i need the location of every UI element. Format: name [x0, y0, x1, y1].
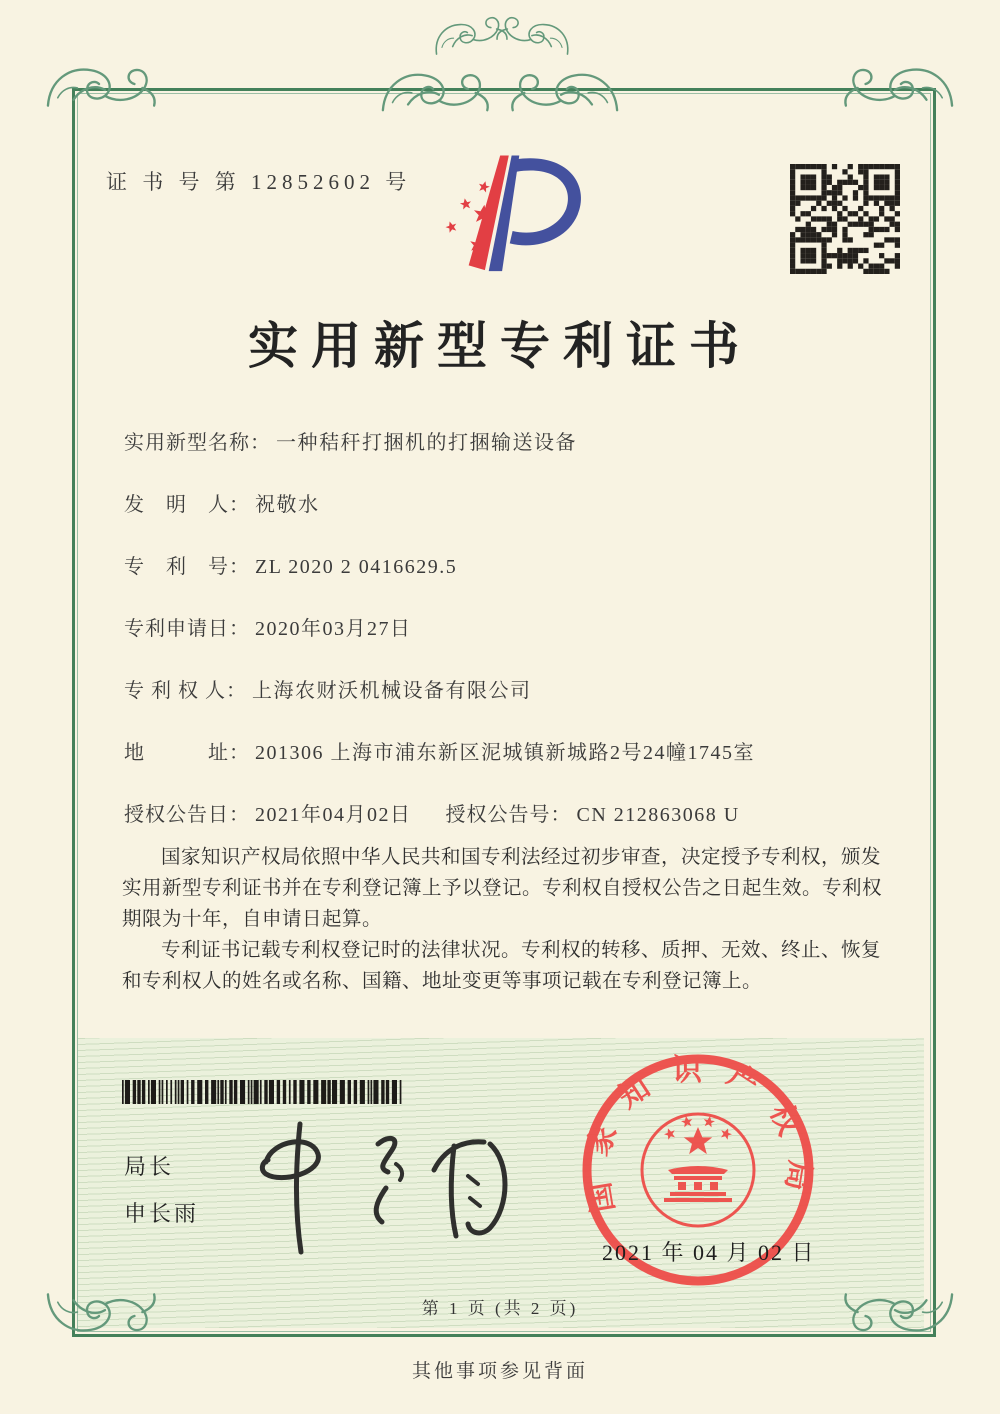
- grant-date-value: 2021年04月02日: [255, 804, 412, 826]
- legal-text: [122, 842, 888, 997]
- director-block: [124, 1150, 199, 1244]
- qr-code: [790, 164, 900, 274]
- field-address: [124, 740, 894, 802]
- field-inventor: [124, 492, 894, 554]
- seal-text: 国家知识产权局: [579, 1054, 817, 1215]
- director-signature: [238, 1110, 538, 1260]
- field-utility-model-name: [124, 430, 894, 492]
- field-label: 地 址：: [124, 742, 250, 764]
- field-value: 2020年03月27日: [255, 618, 412, 640]
- field-value: ZL 2020 2 0416629.5: [255, 556, 458, 578]
- field-value: 一种秸秆打捆机的打捆输送设备: [276, 432, 577, 454]
- field-value: 201306 上海市浦东新区泥城镇新城路2号24幢1745室: [255, 742, 755, 764]
- footer-note: 其他事项参见背面: [411, 1361, 588, 1382]
- barcode: [120, 1080, 405, 1104]
- grant-number-label: 授权公告号：: [445, 804, 572, 826]
- field-filing-date: [124, 616, 894, 678]
- field-patent-number: [124, 554, 894, 616]
- flourish-ornament-icon: [44, 54, 162, 114]
- flourish-ornament-icon: [498, 60, 628, 118]
- flourish-ornament-icon: [838, 54, 956, 114]
- certificate-number: 证 书 号 第 12852602 号: [106, 170, 412, 194]
- flourish-ornament-icon: [491, 4, 578, 60]
- legal-paragraph-1: 国家知识产权局依照中华人民共和国专利法经过初步审查，决定授予专利权，颁发实用新型专利证书并在专利登记簿上予以登记。专利权自授权公告之日起生效。专利权期限为十年，自申请日起算。: [122, 847, 883, 930]
- field-patentee: [124, 678, 894, 740]
- director-name: 申长雨: [124, 1201, 200, 1226]
- field-label: 实用新型名称：: [124, 432, 271, 454]
- certificate-title: 实用新型专利证书: [248, 318, 752, 374]
- cnipa-logo-icon: [418, 148, 590, 290]
- field-label: 专 利 权 人：: [124, 680, 247, 702]
- flourish-ornament-icon: [372, 60, 502, 118]
- legal-paragraph-2: 专利证书记载专利权登记时的法律状况。专利权的转移、质押、无效、终止、恢复和专利权人的姓名或名称、国籍、地址变更等事项记载在专利登记簿上。: [122, 940, 882, 992]
- grant-number-value: CN 212863068 U: [576, 804, 740, 826]
- seal-date: 2021 年 04 月 02 日: [602, 1240, 816, 1265]
- field-label: 专利申请日：: [124, 618, 250, 640]
- field-value: 上海农财沃机械设备有限公司: [252, 680, 532, 702]
- national-emblem-icon: [642, 1114, 754, 1226]
- field-value: 祝敬水: [255, 494, 320, 516]
- certificate-fields: [124, 430, 894, 864]
- field-label: 发 明 人：: [124, 494, 250, 516]
- grant-date-label: 授权公告日：: [124, 804, 250, 826]
- field-label: 专 利 号：: [124, 556, 250, 578]
- director-title: 局长: [124, 1154, 175, 1179]
- page-number: 第 1 页 (共 2 页): [421, 1299, 579, 1318]
